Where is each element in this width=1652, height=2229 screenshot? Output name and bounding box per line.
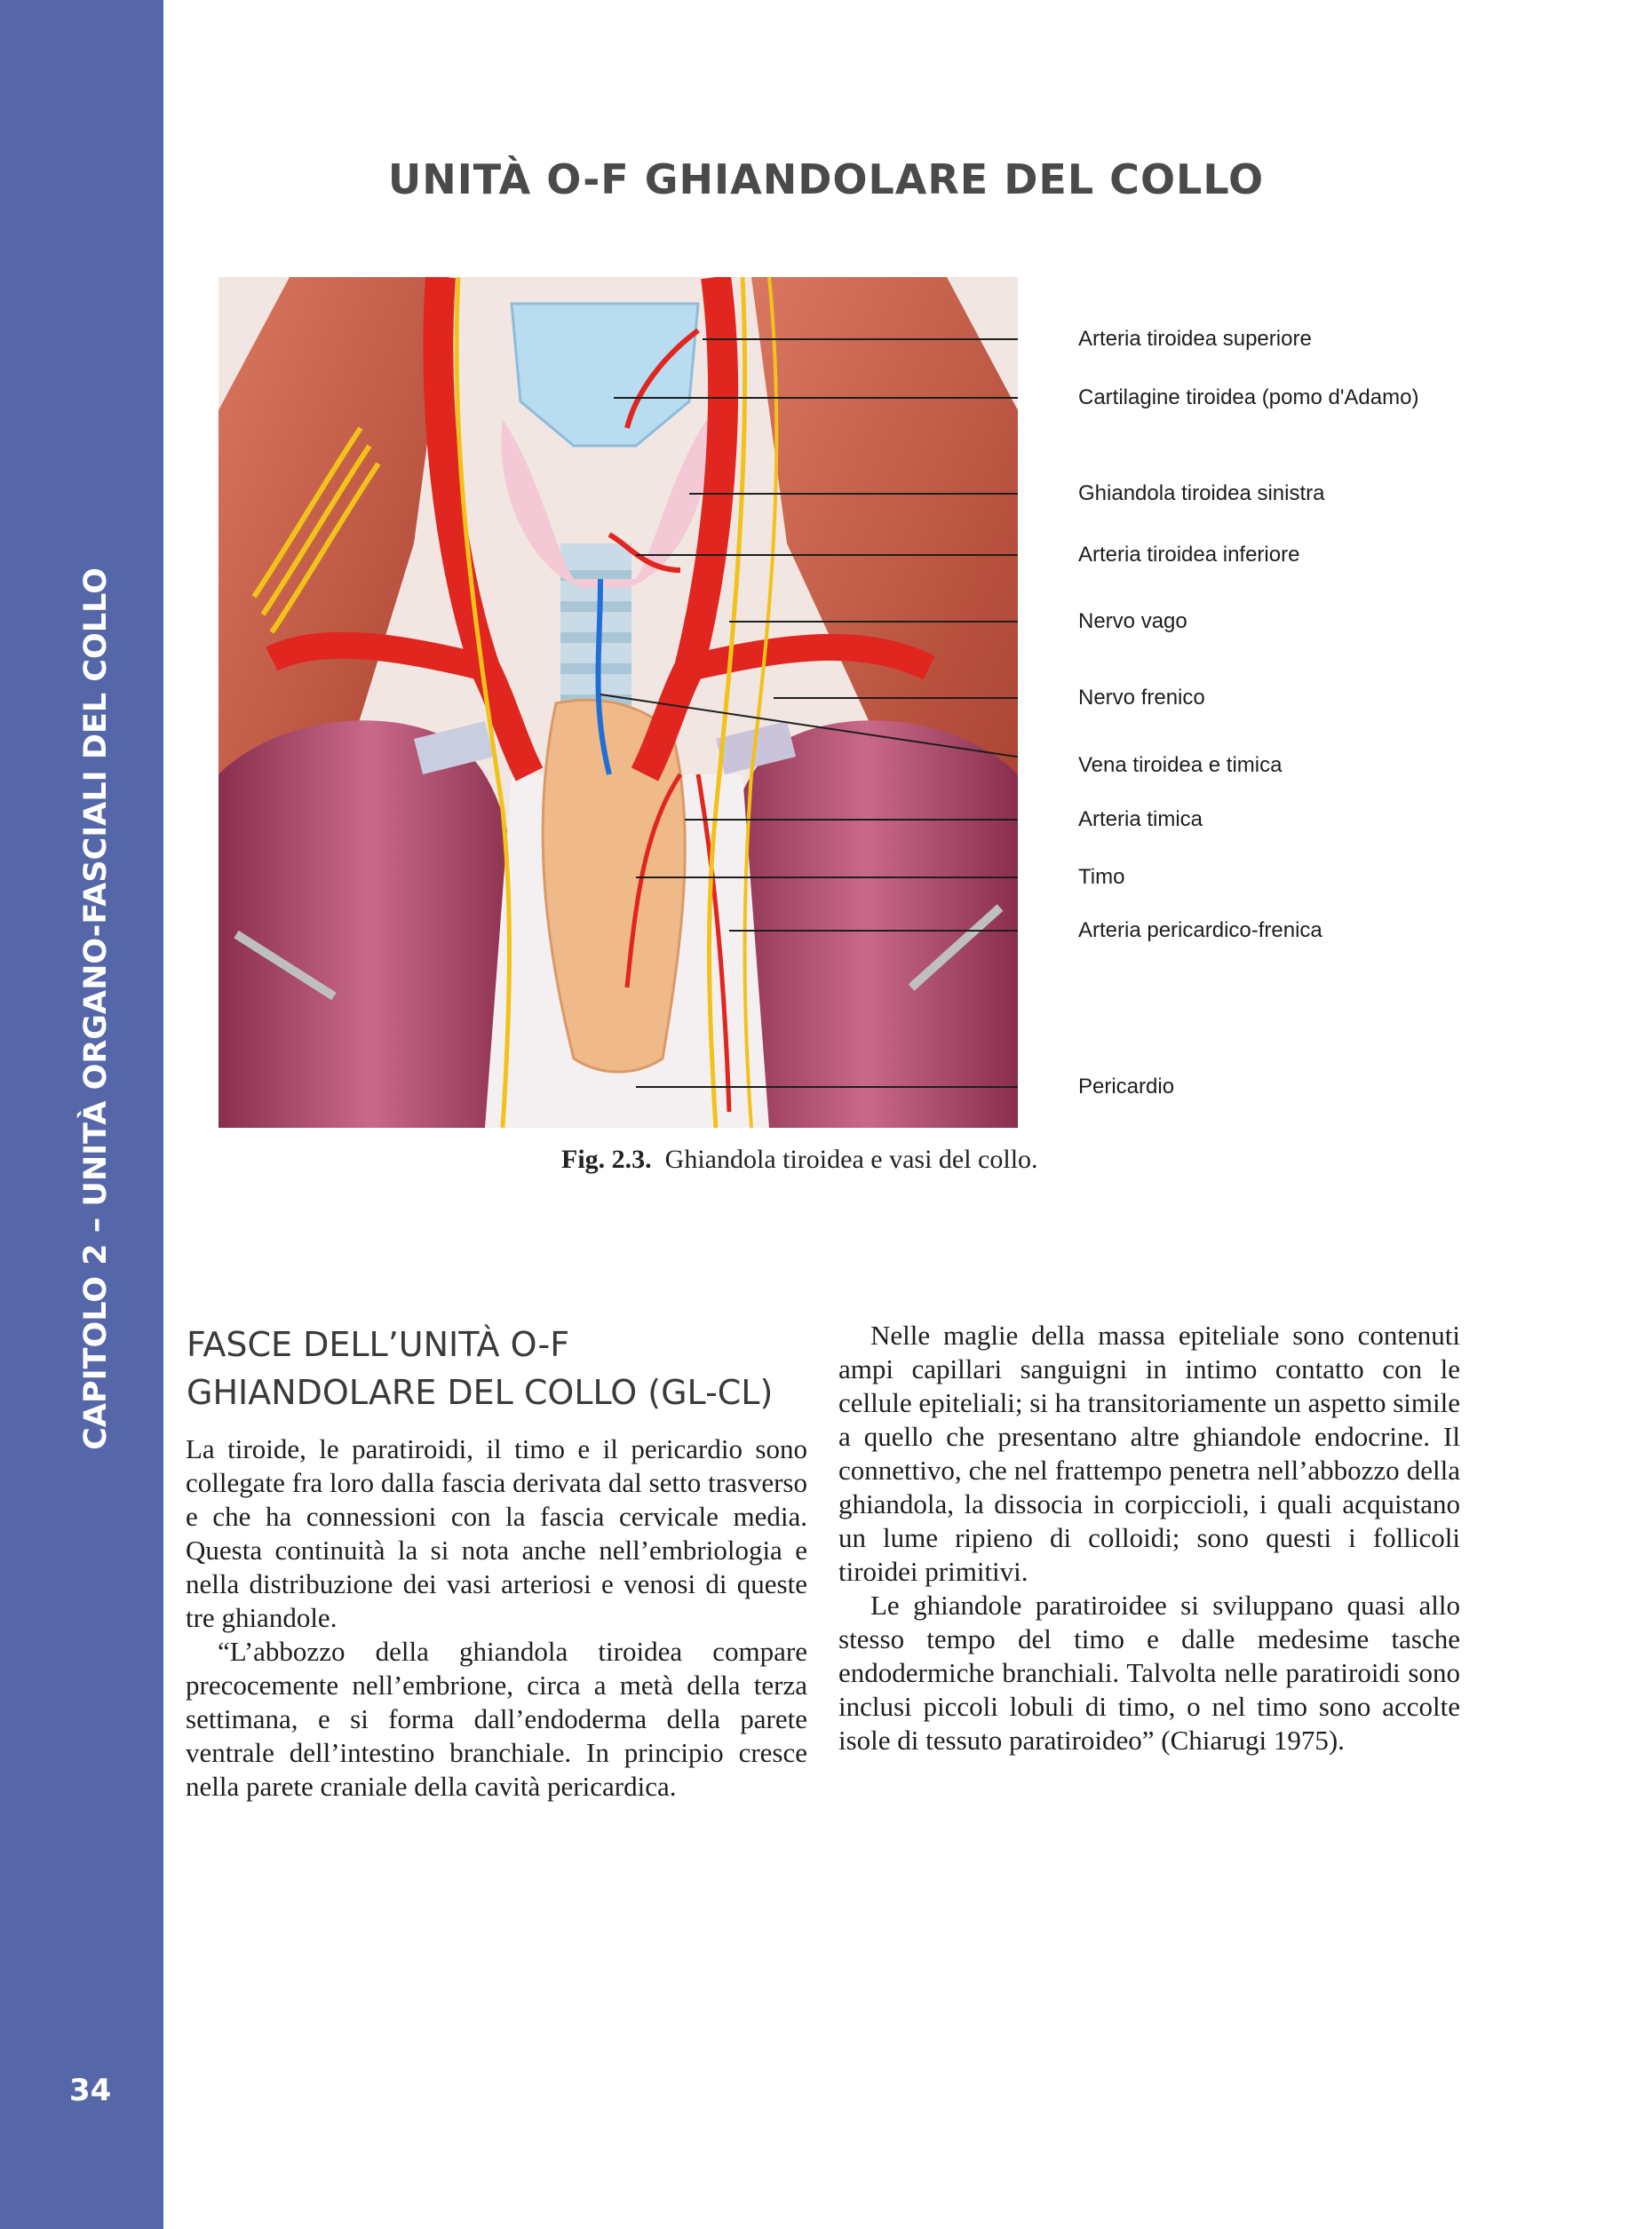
label-thymus: Timo	[1078, 865, 1125, 889]
label-superior-thyroid-artery: Arteria tiroidea superiore	[1078, 327, 1312, 351]
label-thyroid-cartilage: Cartilagine tiroidea (pomo d'Adamo)	[1078, 385, 1419, 409]
figure-caption-number: Fig. 2.3.	[561, 1145, 652, 1174]
section-heading-line-2: GHIANDOLARE DEL COLLO (GL-CL)	[187, 1373, 774, 1412]
paragraph: Le ghiandole paratiroidee si sviluppano quasi allo stesso tempo del timo e dalle medesime tasche endodermiche branchiali. Talvolta nelle paratiroidi sono inclusi piccoli lobuli di timo, o nel timo sono accolte isole di tessuto paratiroideo” (Chiarugi 1975).	[838, 1590, 1460, 1756]
label-pericardium: Pericardio	[1078, 1075, 1175, 1099]
right-text-column	[838, 1319, 1460, 1757]
label-phrenic-nerve: Nervo frenico	[1078, 686, 1205, 710]
anatomy-illustration	[218, 277, 1018, 1128]
figure-caption	[561, 1145, 1038, 1175]
anatomy-figure	[218, 277, 1462, 1128]
left-text-column	[186, 1432, 807, 1804]
label-thyroid-thymic-vein: Vena tiroidea e timica	[1078, 753, 1283, 777]
label-thymic-artery: Arteria timica	[1078, 807, 1203, 831]
figure-caption-text: Ghiandola tiroidea e vasi del collo.	[664, 1145, 1038, 1174]
paragraph: Nelle maglie della massa epiteliale sono contenuti ampi capillari sanguigni in intimo contatto con le cellule epiteliali; si ha transitoriamente un aspetto simile a quello che presentano altre ghiandole endocrine. Il connettivo, che nel frattempo penetra nell’abbozzo della ghiandola, la dissocia in corpiccioli, i quali acquistano un lume ripieno di colloidi; sono questi i follicoli tiroidei primitivi.	[838, 1320, 1460, 1587]
label-left-thyroid-gland: Ghiandola tiroidea sinistra	[1078, 481, 1325, 505]
label-pericardiophrenic-artery: Arteria pericardico-frenica	[1078, 918, 1322, 942]
page-number: 34	[69, 2073, 112, 2108]
section-heading-line-1: FASCE DELL’UNITÀ O-F	[187, 1325, 570, 1364]
paragraph: “L’abbozzo della ghiandola tiroidea compare precocemente nell’embrione, circa a metà della terza settimana, e si forma dall’endoderma della parete ventrale dell’intestino branchiale. In principio cresce nella parete craniale della cavità pericardica.	[186, 1636, 807, 1802]
label-inferior-thyroid-artery: Arteria tiroidea inferiore	[1078, 543, 1300, 567]
label-vagus-nerve: Nervo vago	[1078, 609, 1187, 633]
page-title: UNITÀ O-F GHIANDOLARE DEL COLLO	[387, 155, 1265, 203]
left-lung	[218, 720, 522, 1128]
paragraph: La tiroide, le paratiroidi, il timo e il pericardio sono collegate fra loro dalla fascia derivata dal setto trasverso e che ha connessioni con la fascia cervicale media. Questa continuità la si nota anche nell’embriologia e nella distribuzione dei vasi arteriosi e venosi di queste tre ghiandole.	[186, 1433, 807, 1633]
section-heading	[187, 1321, 826, 1416]
chapter-side-band	[0, 0, 163, 2229]
chapter-title: CAPITOLO 2 – UNITÀ ORGANO-FASCIALI DEL COLLO	[78, 567, 114, 1450]
